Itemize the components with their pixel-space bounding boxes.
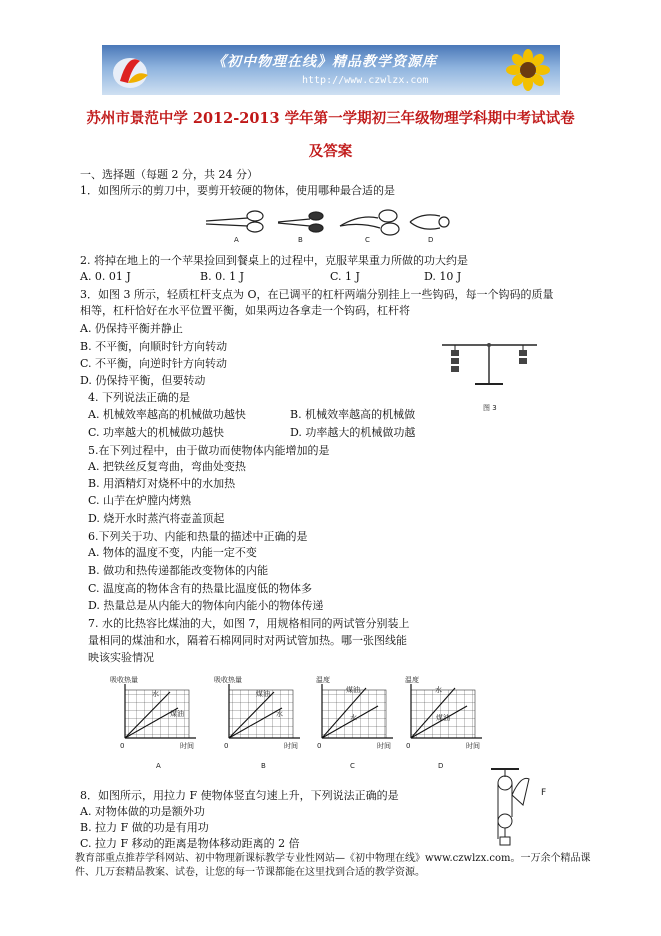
scissors-figure [200,204,450,244]
q3-stem-2: 相等，杠杆恰好在水平位置平衡，如果两边各拿走一个钩码，杠杆将 [80,304,410,317]
q8-option-b: B. 拉力 F 做的功是有用功 [80,821,209,834]
q8-stem: 8．如图所示，用拉力 F 使物体竖直匀速上升，下列说法正确的是 [80,789,399,802]
graph-b [214,675,300,770]
graph-d-xlabel: 时间 [466,742,480,750]
graph-b-letter: B [261,762,266,770]
q6-option-d: D. 热量总是从内能大的物体向内能小的物体传递 [88,599,324,612]
q7-stem-2: 量相同的煤油和水，隔着石棉网同时对两试管加热。哪一张图线能 [88,634,407,647]
graph-b-upper: 煤油 [256,690,270,698]
graph-d [405,675,482,770]
q5-stem: 5.在下列过程中，由于做功而使物体内能增加的是 [88,444,330,457]
site-banner [102,45,560,95]
q5-option-b: B. 用酒精灯对烧杯中的水加热 [88,477,236,490]
q1-label-b: B [298,236,303,244]
q3-option-b: B. 不平衡，向顺时针方向转动 [80,340,228,353]
q2-option-d: D. 10 J [424,270,462,283]
q5-option-a: A. 把铁丝反复弯曲，弯曲处变热 [88,460,246,473]
graph-c-ylabel: 温度 [316,676,330,684]
q7-stem-1: 7. 水的比热容比煤油的大，如图 7，用规格相同的两试管分别装上 [88,617,410,630]
q1-label-a: A [234,236,239,244]
banner-title: 《初中物理在线》精品教学资源库 [212,54,437,70]
sunflower-icon [504,49,552,91]
q4-option-a: A. 机械效率越高的机械做功越快 [88,408,246,421]
q4-option-d: D. 功率越大的机械做功越 [290,426,416,439]
graph-a-lower: 煤油 [170,710,184,718]
graph-c [316,675,393,770]
graph-d-ylabel: 温度 [405,676,419,684]
lever-figure [437,328,547,418]
graph-a-ylabel: 吸收热量 [110,676,138,684]
q6-option-c: C. 温度高的物体含有的热量比温度低的物体多 [88,582,313,595]
q5-option-d: D. 烧开水时蒸汽将壶盖顶起 [88,512,225,525]
q3-stem-1: 3．如图 3 所示，轻质杠杆支点为 O，在已调平的杠杆两端分别挂上一些钩码，每一个钩码的质量 [80,288,554,301]
q2-option-c: C. 1 J [330,270,360,283]
graph-d-origin: 0 [406,742,411,750]
graph-c-xlabel: 时间 [377,742,391,750]
q7-stem-3: 映该实验情况 [88,651,154,664]
graph-d-lower: 煤油 [436,714,450,722]
graph-a-xlabel: 时间 [180,742,194,750]
q3-figure-label: 图 3 [483,404,497,412]
q3-option-a: A. 仍保持平衡并静止 [80,322,183,335]
q1-label-d: D [428,236,434,244]
force-label: F [541,788,547,798]
q7-graphs [0,670,661,780]
q6-option-b: B. 做功和热传递都能改变物体的内能 [88,564,269,577]
footer-note: 教育部重点推荐学科网站、初中物理新课标教学专业性网站—《初中物理在线》www.czwlzx.com。一万余个精品课件、几万套精品教案、试卷，让您的每一节课都能在这里找到合适的教学资源。 [75,853,591,878]
site-logo-icon [110,49,154,91]
graph-d-upper: 水 [435,686,442,694]
pulley-figure [485,765,555,850]
q5-option-c: C. 山芋在炉膛内烤熟 [88,494,192,507]
graph-a [110,675,196,770]
graph-b-xlabel: 时间 [284,742,298,750]
q3-option-d: D. 仍保持平衡，但要转动 [80,374,206,387]
exam-title-line2: 及答案 [308,143,353,160]
q2-option-b: B. 0. 1 J [200,270,244,283]
graph-b-origin: 0 [224,742,229,750]
q2-option-a: A. 0. 01 J [80,270,131,283]
exam-title: 苏州市景范中学 2012-2013 学年第一学期初三年级物理学科期中考试试卷 [86,110,575,127]
section-heading: 一、选择题（每题 2 分，共 24 分） [80,168,258,181]
q8-option-a: A. 对物体做的功是额外功 [80,805,205,818]
graph-c-upper: 煤油 [346,686,360,694]
graph-a-origin: 0 [120,742,125,750]
q6-stem: 6.下列关于功、内能和热量的描述中正确的是 [88,530,308,543]
graph-c-lower: 水 [350,714,357,722]
graph-d-letter: D [438,762,444,770]
graph-c-letter: C [350,762,355,770]
q2-stem: 2. 将掉在地上的一个苹果捡回到餐桌上的过程中，克服苹果重力所做的功大约是 [80,254,468,267]
q1-label-c: C [365,236,370,244]
q4-stem: 4. 下列说法正确的是 [88,391,190,404]
q6-option-a: A. 物体的温度不变，内能一定不变 [88,546,257,559]
q3-option-c: C. 不平衡，向逆时针方向转动 [80,357,228,370]
q8-option-c: C. 拉力 F 移动的距离是物体移动距离的 2 倍 [80,837,300,850]
graph-b-lower: 水 [276,710,283,718]
q1-stem: 1．如图所示的剪刀中，要剪开较硬的物体，使用哪种最合适的是 [80,184,395,197]
graph-a-letter: A [156,762,161,770]
graph-a-upper: 水 [152,690,159,698]
graph-c-origin: 0 [317,742,322,750]
q4-option-c: C. 功率越大的机械做功越快 [88,426,225,439]
banner-url[interactable]: http://www.czwlzx.com [302,75,429,86]
graph-b-ylabel: 吸收热量 [214,676,242,684]
q4-option-b: B. 机械效率越高的机械做 [290,408,416,421]
